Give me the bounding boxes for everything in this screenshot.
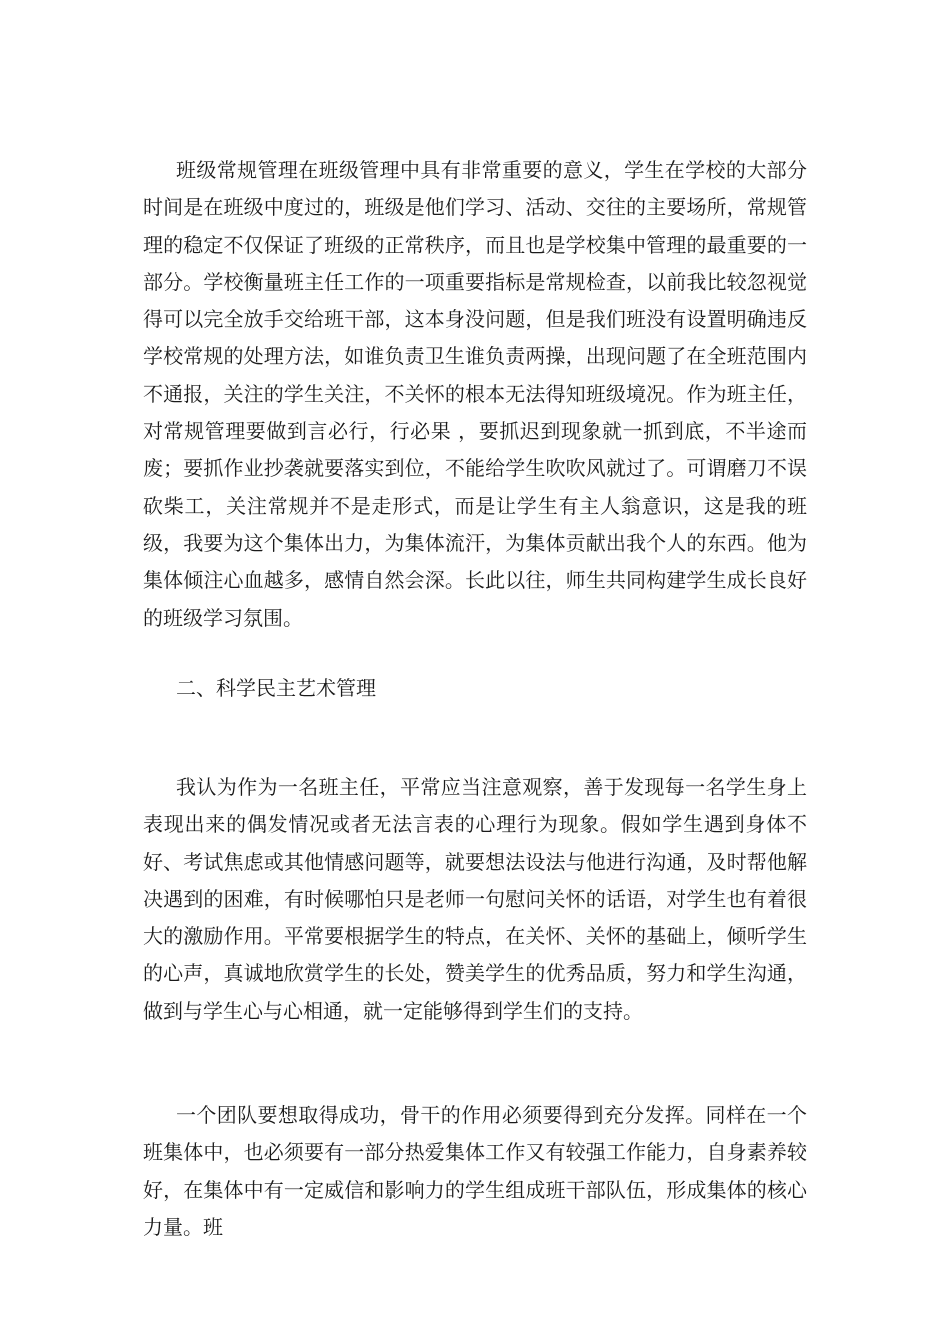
paragraph-observation: 我认为作为一名班主任，平常应当注意观察，善于发现每一名学生身上表现出来的偶发情况或者无法言表的心理行为现象。假如学生遇到身体不好、考试焦虑或其他情感问题等，就要想法设法与他进行沟通，及时帮他解决遇到的困难，有时候哪怕只是老师一句慰问关怀的话语，对学生也有着很大的激励作用。平常要根据学生的特点，在关怀、关怀的基础上，倾听学生的心声，真诚地欣赏学生的长处，赞美学生的优秀品质，努力和学生沟通，做到与学生心与心相通，就一定能够得到学生们的支持。 xyxy=(143,775,807,1023)
paragraph-routine-management: 班级常规管理在班级管理中具有非常重要的意义，学生在学校的大部分时间是在班级中度过的，班级是他们学习、活动、交往的主要场所，常规管理的稳定不仅保证了班级的正常秩序，而且也是学校集中管理的最重要的一部分。学校衡量班主任工作的一项重要指标是常规检查，以前我比较忽视觉得可以完全放手交给班干部，这本身没问题，但是我们班没有设置明确违反学校常规的处理方法，如谁负责卫生谁负责两操，出现问题了在全班范围内不通报，关注的学生关注，不关怀的根本无法得知班级境况。作为班主任，对常规管理要做到言必行，行必果 ，要抓迟到现象就一抓到底，不半途而废；要抓作业抄袭就要落实到位，不能给学生吹吹风就过了。可谓磨刀不误砍柴工，关注常规并不是走形式，而是让学生有主人翁意识，这是我的班级，我要为这个集体出力，为集体流汗，为集体贡献出我个人的东西。他为集体倾注心血越多，感情自然会深。长此以往，师生共同构建学生成长良好的班级学习氛围。 xyxy=(143,158,807,630)
section-heading: 二、科学民主艺术管理 xyxy=(176,676,376,700)
paragraph-class-cadres: 一个团队要想取得成功，骨干的作用必须要得到充分发挥。同样在一个班集体中，也必须要有一部分热爱集体工作又有较强工作能力，自身素养较好，在集体中有一定威信和影响力的学生组成班干部队伍，形成集体的核心力量。班 xyxy=(143,1103,807,1239)
